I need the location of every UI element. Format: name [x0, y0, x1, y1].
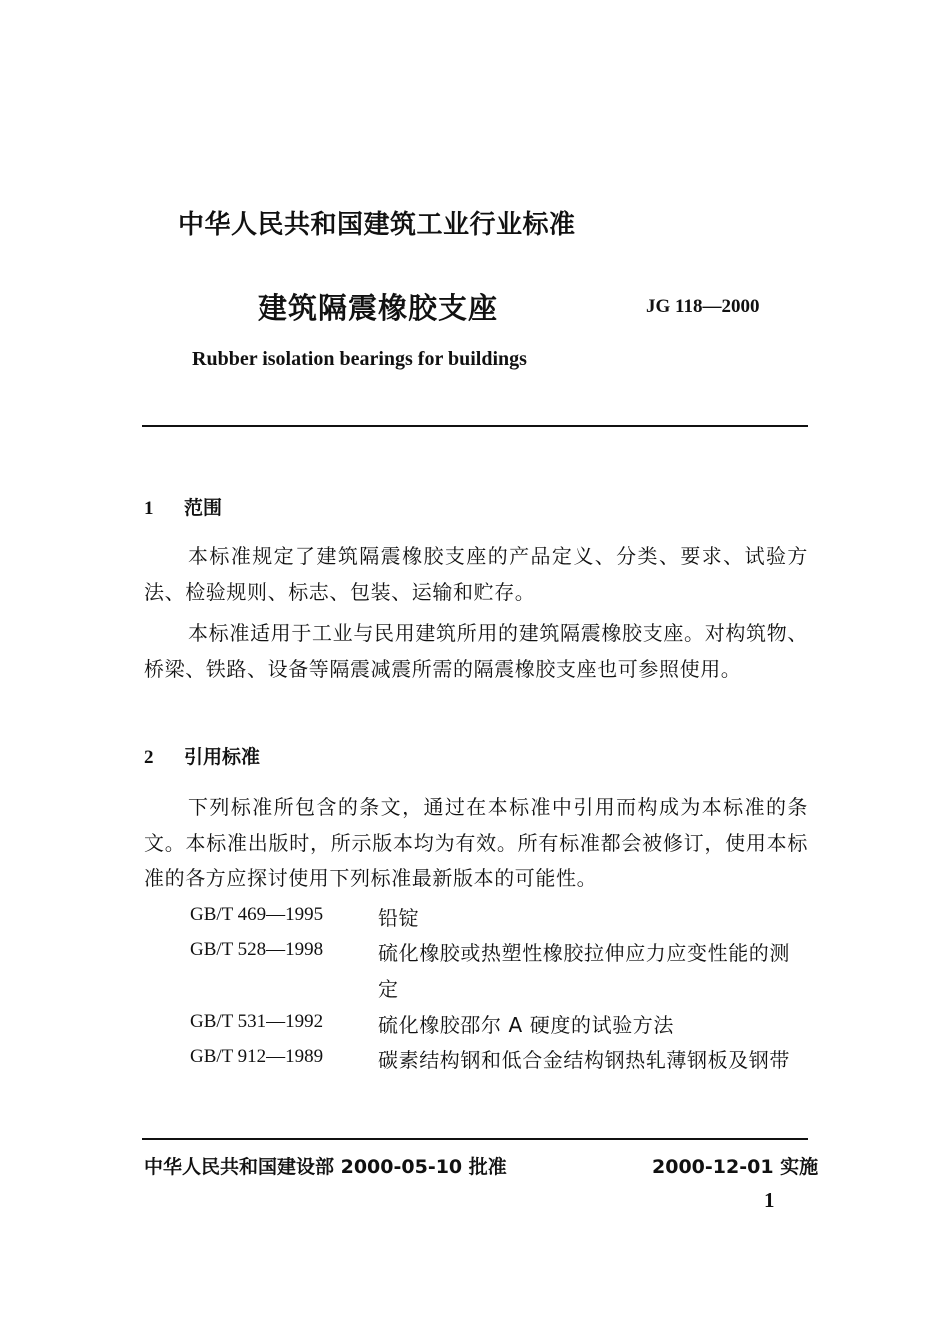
page-number: 1	[764, 1188, 775, 1212]
paragraph: 下列标准所包含的条文，通过在本标准中引用而构成为本标准的条文。本标准出版时，所示版本均为有效。所有标准都会被修订，使用本标准的各方应探讨使用下列标准最新版本的可能性。	[144, 795, 808, 890]
industry-standard-label: 中华人民共和国建筑工业行业标准	[178, 210, 576, 240]
reference-title: 碳素结构钢和低合金结构钢热轧薄钢板及钢带	[378, 1048, 790, 1072]
reference-code: GB/T 469—1995	[190, 904, 324, 925]
section-number: 1	[144, 498, 154, 519]
section-1-heading	[144, 493, 222, 520]
reference-code: GB/T 531—1992	[190, 1011, 324, 1032]
paragraph: 本标准规定了建筑隔震橡胶支座的产品定义、分类、要求、试验方法、检验规则、标志、包装、运输和贮存。	[144, 544, 808, 604]
section-2-heading	[144, 742, 260, 769]
section-title: 范围	[184, 497, 223, 519]
document-title-cn: 建筑隔震橡胶支座	[258, 291, 499, 325]
reference-title: 硫化橡胶或热塑性橡胶拉伸应力应变性能的测定	[378, 941, 790, 1001]
footer-divider	[142, 1138, 808, 1140]
standard-code: JG 118—2000	[646, 296, 760, 317]
paragraph: 本标准适用于工业与民用建筑所用的建筑隔震橡胶支座。对构筑物、桥梁、铁路、设备等隔震减震所需的隔震橡胶支座也可参照使用。	[144, 621, 808, 681]
reference-title: 硫化橡胶邵尔 A 硬度的试验方法	[378, 1013, 674, 1037]
header-divider	[142, 425, 808, 427]
section-number: 2	[144, 747, 154, 768]
section-title: 引用标准	[184, 746, 261, 768]
reference-code: GB/T 912—1989	[190, 1046, 324, 1067]
implementation-date: 2000-12-01 实施	[652, 1156, 819, 1178]
approval-info: 中华人民共和国建设部 2000-05-10 批准	[144, 1156, 507, 1178]
reference-title: 铅锭	[378, 906, 420, 930]
reference-code: GB/T 528—1998	[190, 939, 324, 960]
document-title-en: Rubber isolation bearings for buildings	[192, 348, 527, 370]
